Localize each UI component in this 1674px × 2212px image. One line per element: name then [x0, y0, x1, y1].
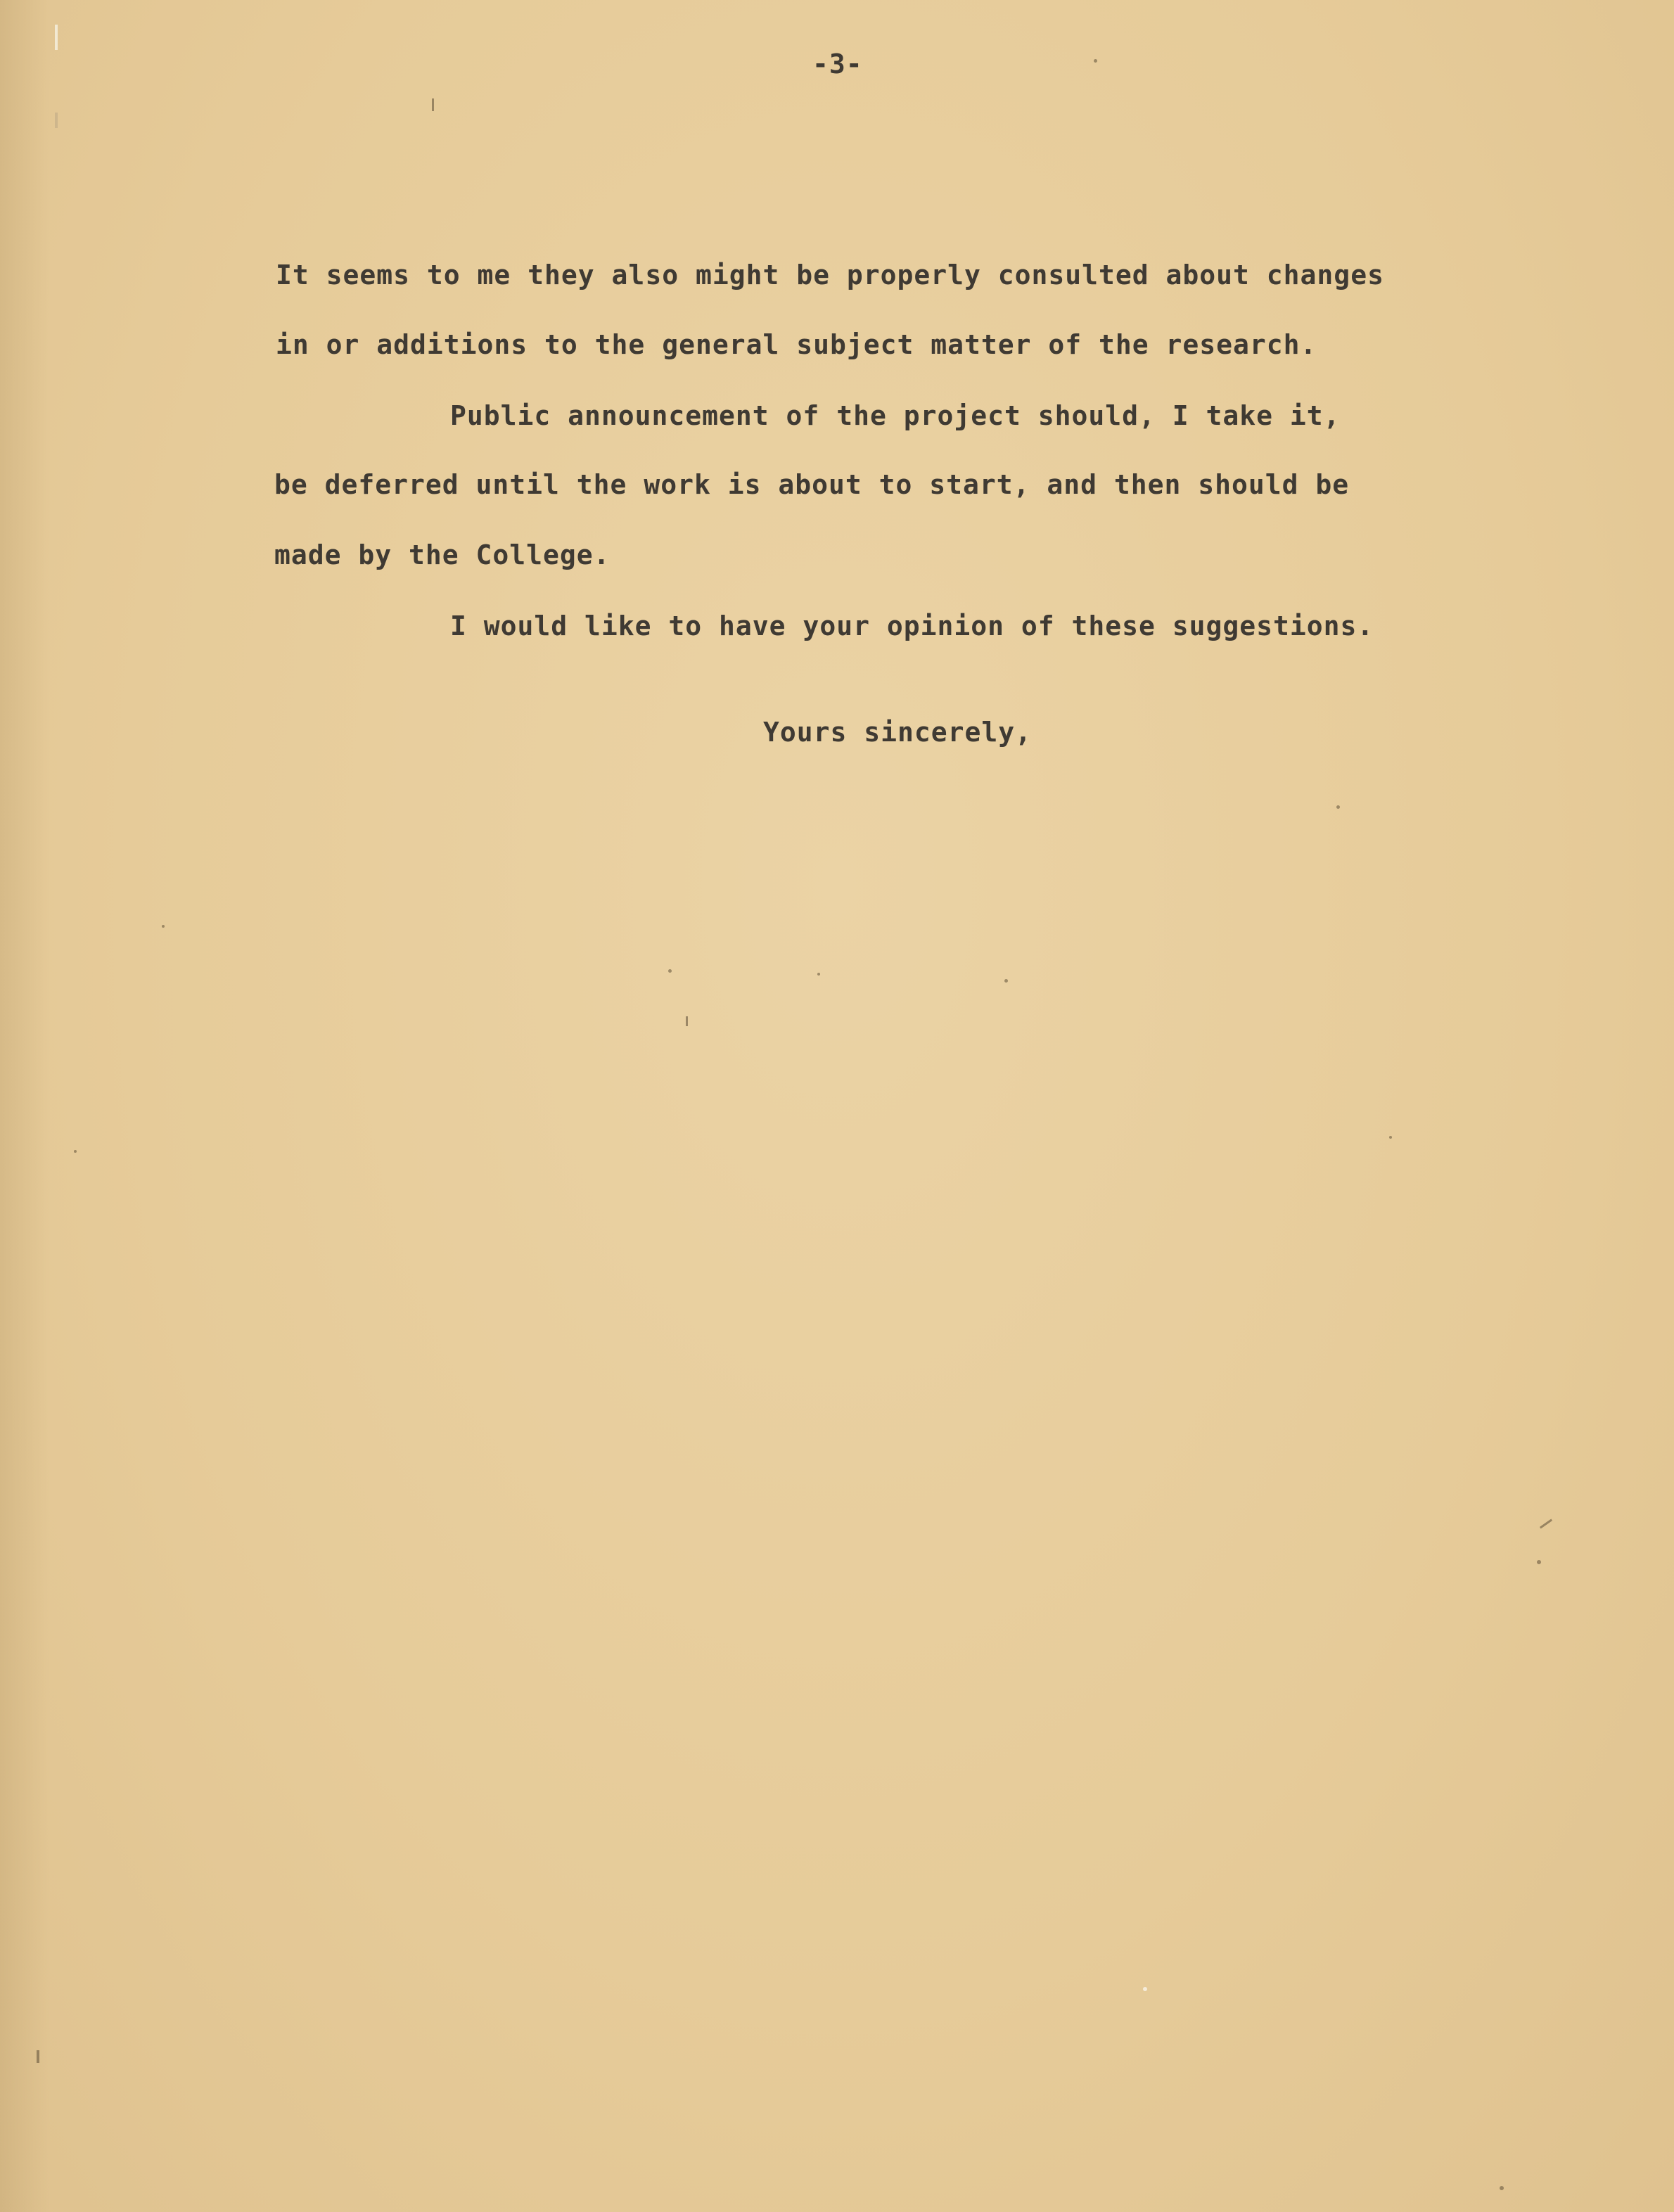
paragraph-3-line-1: I would like to have your opinion of these suggestions.	[450, 610, 1374, 641]
paper-scratch	[1540, 1519, 1552, 1529]
closing-salutation: Yours sincerely,	[763, 717, 1033, 748]
paper-speck	[668, 969, 672, 973]
paper-speck	[817, 973, 820, 976]
paper-scratch	[37, 2050, 39, 2063]
paragraph-2-line-2: be deferred until the work is about to start, and then should be	[274, 469, 1350, 500]
paper-speck	[1537, 1560, 1541, 1564]
paper-scratch	[686, 1016, 688, 1026]
paragraph-2-line-3: made by the College.	[274, 539, 611, 570]
paper-speck	[1004, 979, 1008, 983]
paper-speck	[1389, 1136, 1392, 1139]
paper-scratch	[432, 98, 434, 111]
paper-speck	[1500, 2186, 1504, 2190]
paper-speck	[162, 925, 165, 928]
paper-edge-shading	[0, 0, 49, 2212]
paragraph-1-line-2: in or additions to the general subject matter of the research.	[276, 329, 1317, 360]
paragraph-2-line-1: Public announcement of the project should, I take it,	[450, 400, 1341, 431]
paper-scratch	[55, 113, 58, 128]
paper-speck	[1143, 1987, 1147, 1991]
paper-speck	[1336, 805, 1340, 809]
page-number: -3-	[812, 49, 863, 79]
paper-speck	[74, 1150, 77, 1153]
paper-scratch	[55, 25, 58, 50]
paper-speck	[1094, 59, 1097, 63]
paragraph-1-line-1: It seems to me they also might be properly consulted about changes	[276, 260, 1384, 290]
